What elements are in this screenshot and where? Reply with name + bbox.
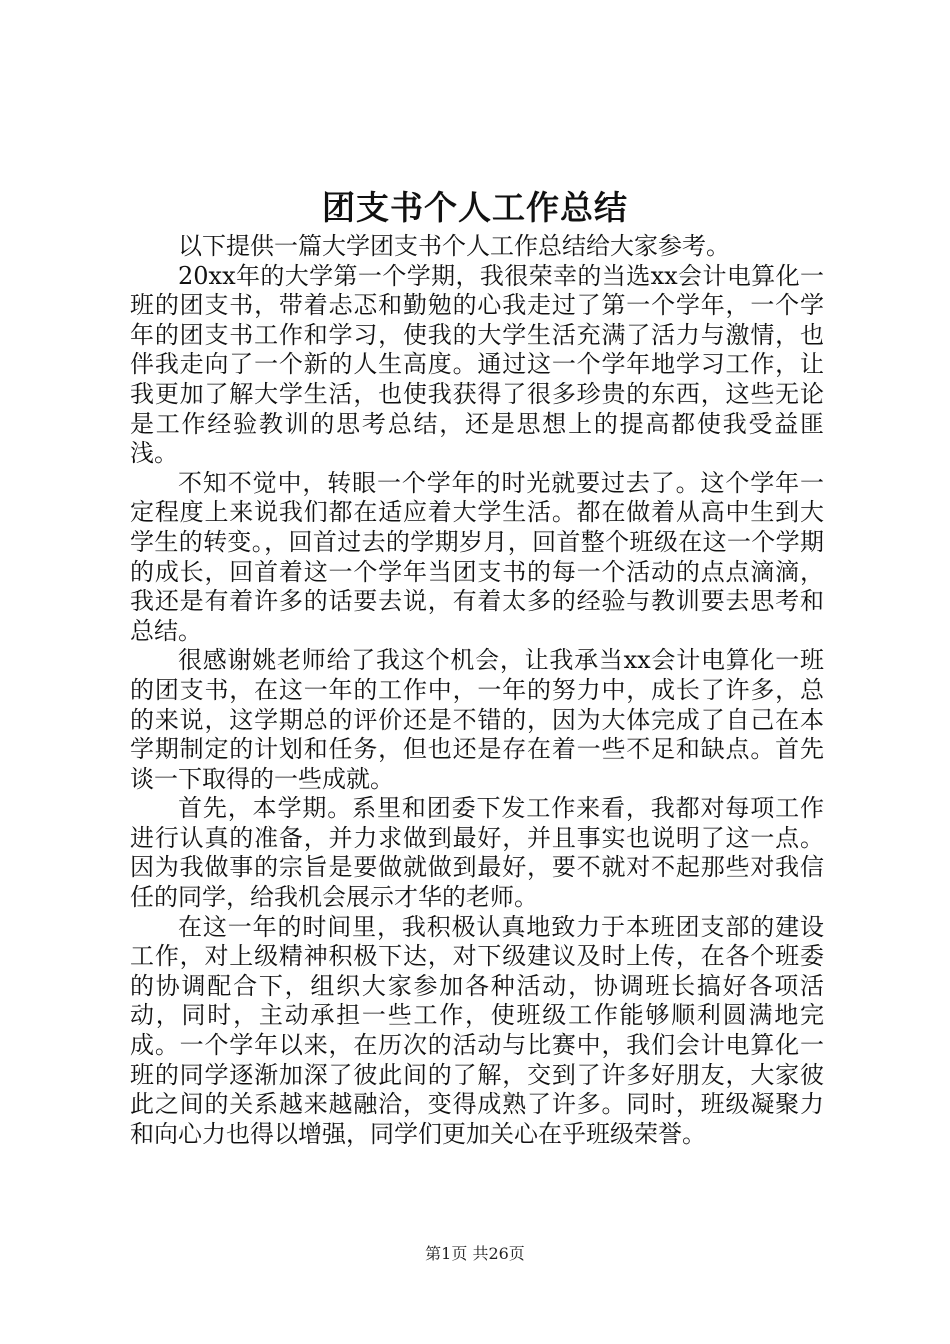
page-number-footer: 第1页 共26页 xyxy=(425,1244,525,1263)
document-title: 团支书个人工作总结 xyxy=(322,188,628,227)
paragraph-5: 在这一年的时间里，我积极认真地致力于本班团支部的建设工作，对上级精神积极下达，对下级建议及时上传，在各个班委的协调配合下，组织大家参加各种活动，协调班长搞好各项活动，同时，主动承担一些工作，使班级工作能够顺利圆满地完成。一个学年以来，在历次的活动与比赛中，我们会计电算化一班的同学逐渐加深了彼此间的了解，交到了许多好朋友，大家彼此之间的关系越来越融洽，变得成熟了许多。同时，班级凝聚力和向心力也得以增强，同学们更加关心在乎班级荣誉。 xyxy=(130,912,824,1148)
paragraph-4: 首先，本学期。系里和团委下发工作来看，我都对每项工作进行认真的准备，并力求做到最好，并且事实也说明了这一点。因为我做事的宗旨是要做就做到最好，要不就对不起那些对我信任的同学，给我机会展示才华的老师。 xyxy=(130,794,824,912)
paragraph-3: 很感谢姚老师给了我这个机会，让我承当xx会计电算化一班的团支书，在这一年的工作中，一年的努力中，成长了许多，总的来说，这学期总的评价还是不错的，因为大体完成了自己在本学期制定的计划和任务，但也还是存在着一些不足和缺点。首先谈一下取得的一些成就。 xyxy=(130,646,824,793)
paragraph-1: 20xx年的大学第一个学期，我很荣幸的当选xx会计电算化一班的团支书，带着忐忑和勤勉的心我走过了第一个学年，一个学年的团支书工作和学习，使我的大学生活充满了活力与激情，也伴我走向了一个新的人生高度。通过这一个学年地学习工作，让我更加了解大学生活，也使我获得了很多珍贵的东西，这些无论是工作经验教训的思考总结，还是思想上的提高都使我受益匪浅。 xyxy=(130,261,824,468)
document-body xyxy=(130,232,824,1149)
paragraph-intro: 以下提供一篇大学团支书个人工作总结给大家参考。 xyxy=(178,232,730,260)
paragraph-2: 不知不觉中，转眼一个学年的时光就要过去了。这个学年一定程度上来说我们都在适应着大学生活。都在做着从高中生到大学生的转变。，回首过去的学期岁月，回首整个班级在这一个学期的成长，回首着这一个学年当团支书的每一个活动的点点滴滴，我还是有着许多的话要去说，有着太多的经验与教训要去思考和总结。 xyxy=(130,468,824,645)
